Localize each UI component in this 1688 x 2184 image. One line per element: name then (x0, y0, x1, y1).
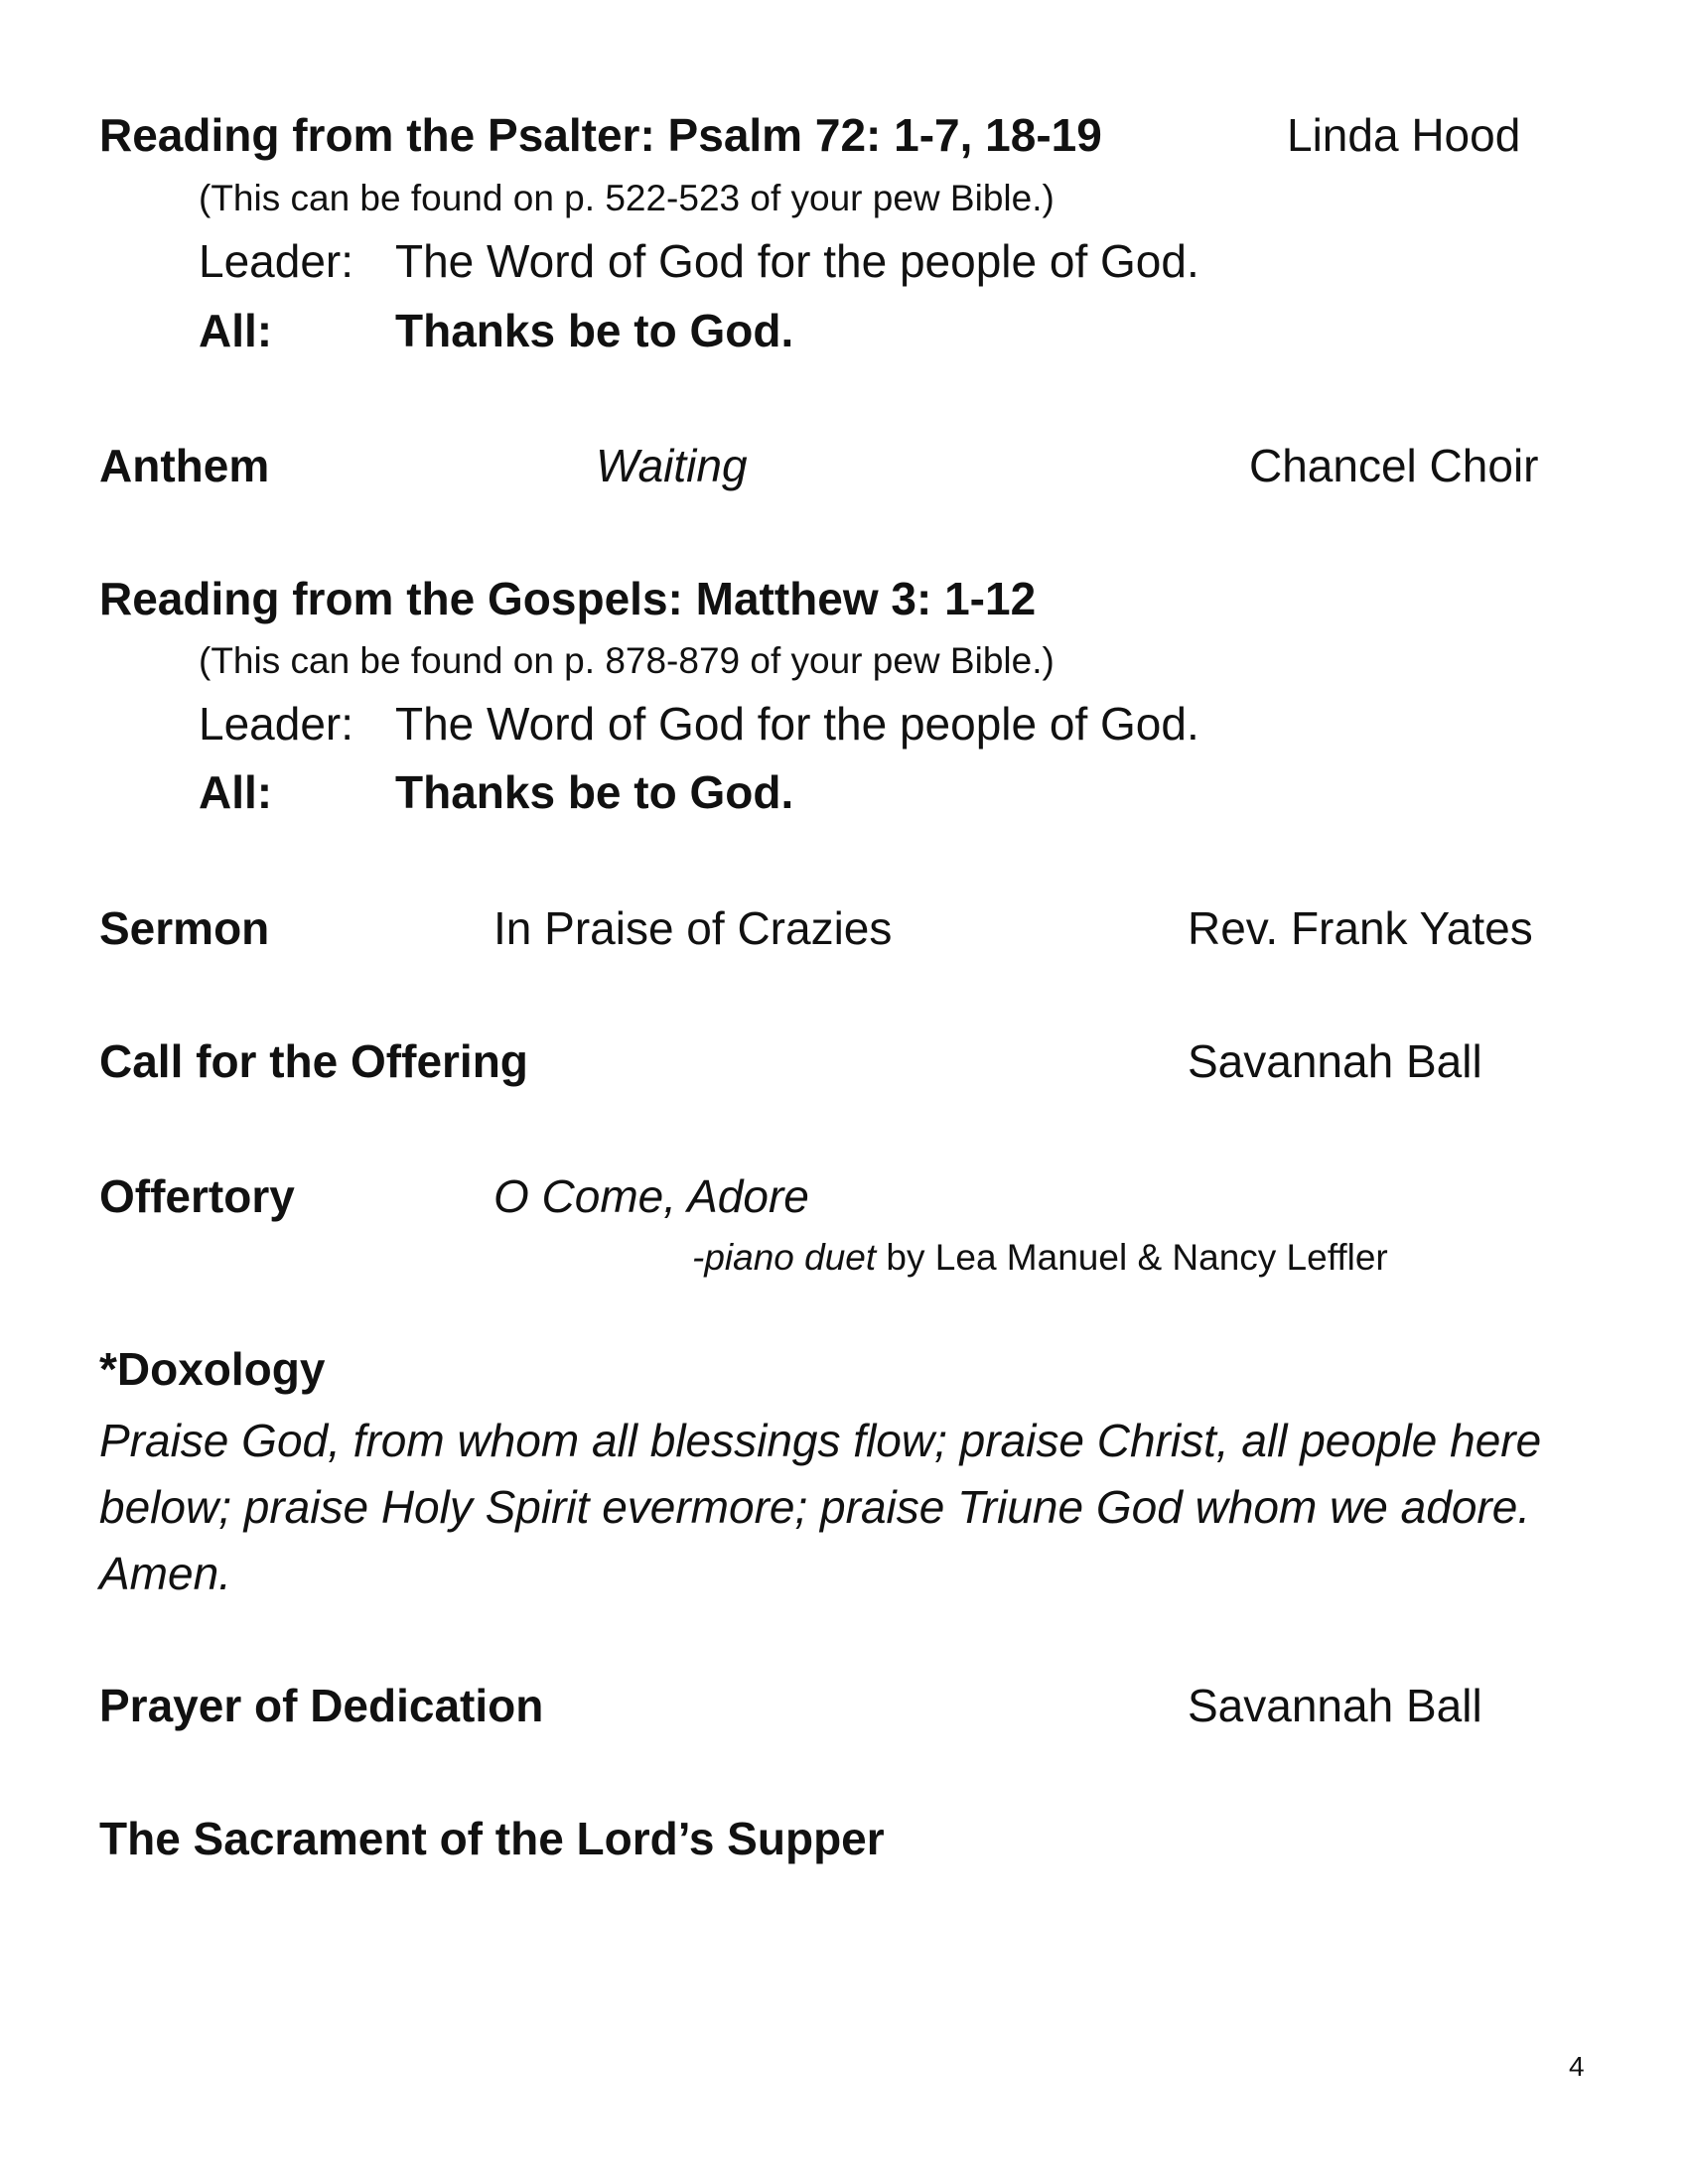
offering-call-label: Call for the Offering (99, 1035, 528, 1087)
sermon-preacher: Rev. Frank Yates (1188, 902, 1533, 954)
sacrament-label: The Sacrament of the Lord’s Supper (99, 1813, 885, 1864)
offertory-detail-rest: by Lea Manuel & Nancy Leffler (876, 1237, 1388, 1278)
psalter-leader-text: The Word of God for the people of God. (395, 235, 1199, 287)
offertory-detail (692, 1239, 1388, 1276)
psalter-heading: Reading from the Psalter: Psalm 72: 1-7, 18-19 (99, 109, 1102, 161)
dedication-leader: Savannah Ball (1188, 1680, 1482, 1731)
gospel-note: (This can be found on p. 878-879 of your pew Bible.) (199, 640, 1055, 681)
dedication-label: Prayer of Dedication (99, 1680, 544, 1731)
sermon-label: Sermon (99, 902, 270, 954)
gospel-all-label: All: (199, 766, 273, 818)
psalter-note: (This can be found on p. 522-523 of your pew Bible.) (199, 178, 1055, 218)
anthem-title: Waiting (596, 440, 748, 491)
psalter-all-text: Thanks be to God. (395, 305, 794, 356)
gospel-all-text: Thanks be to God. (395, 766, 794, 818)
page-number: 4 (1569, 2051, 1585, 2082)
anthem-performer: Chancel Choir (1249, 440, 1539, 491)
sermon-title: In Praise of Crazies (493, 902, 893, 954)
offertory-label: Offertory (99, 1170, 295, 1222)
psalter-all-label: All: (199, 305, 273, 356)
doxology-label: *Doxology (99, 1343, 326, 1395)
psalter-leader-label: Leader: (199, 235, 354, 287)
anthem-label: Anthem (99, 440, 270, 491)
gospel-leader-label: Leader: (199, 698, 354, 750)
gospel-leader-text: The Word of God for the people of God. (395, 698, 1199, 750)
psalter-reader: Linda Hood (1287, 109, 1521, 161)
offering-call-leader: Savannah Ball (1188, 1035, 1482, 1087)
doxology-text: Praise God, from whom all blessings flow; praise Christ, all people here below; praise Holy Spirit evermore; praise Triune God whom we adore. Amen. (99, 1415, 1542, 1599)
gospel-heading: Reading from the Gospels: Matthew 3: 1-12 (99, 573, 1037, 624)
offertory-detail-italic: -piano duet (692, 1237, 877, 1278)
offertory-title: O Come, Adore (493, 1170, 809, 1222)
